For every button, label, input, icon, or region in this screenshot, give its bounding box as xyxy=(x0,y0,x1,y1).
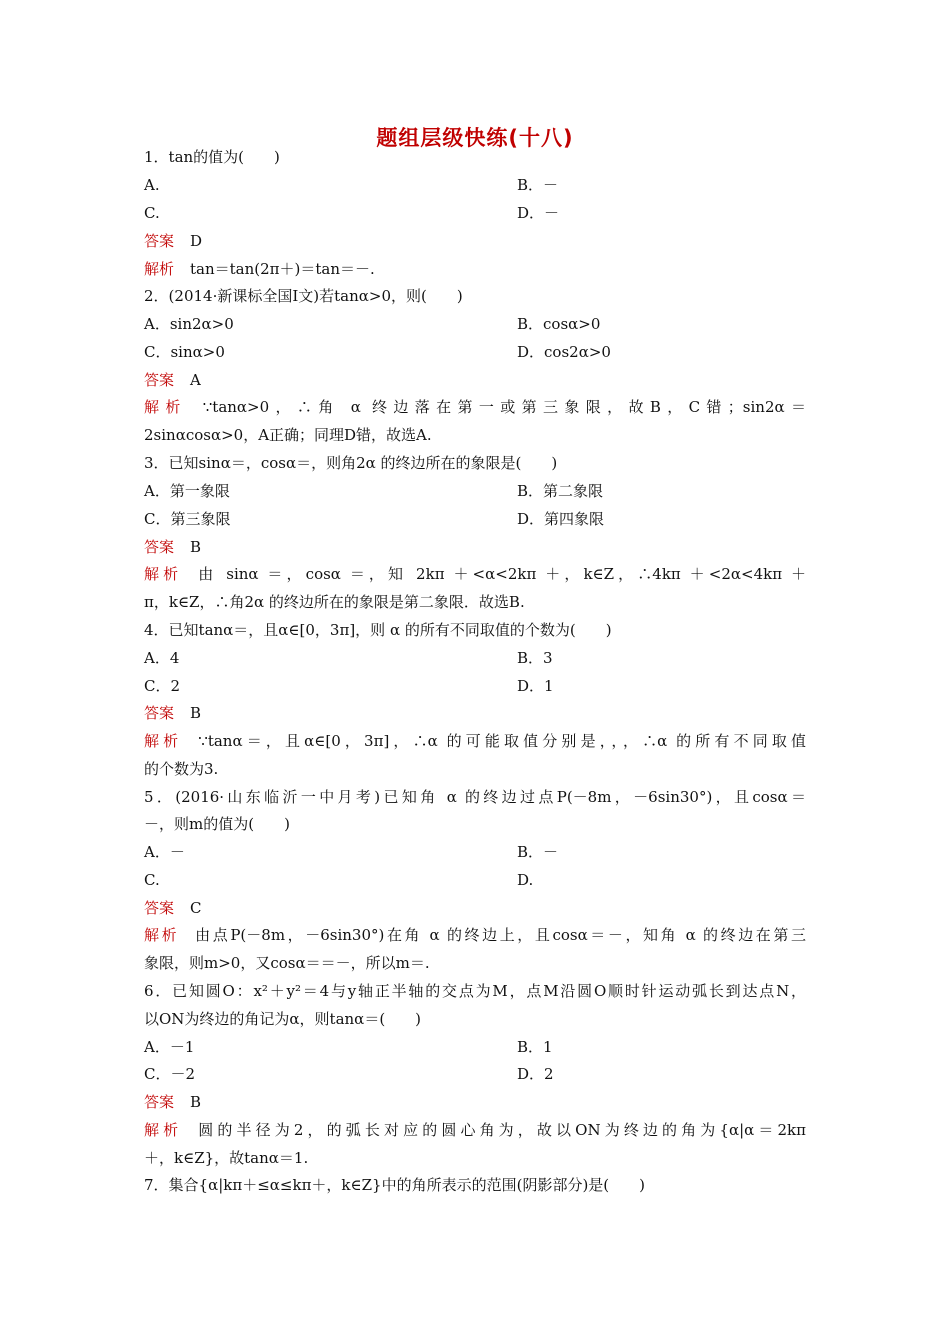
q6-answer-value: B xyxy=(190,1093,202,1111)
q5-option-a: A．－ xyxy=(144,843,185,861)
q4-analysis-text-1: ∵tanα＝，且α∈[0，3π]，∴α 的可能取值分别是，，，∴α 的所有不同取值 xyxy=(198,732,806,750)
q5-stem-line1: 5．(2016·山东临沂一中月考)已知角 α 的终边过点P(－8m，－6sin30°)，且cosα＝ xyxy=(144,788,806,806)
q1-stem: 1．tan的值为( ) xyxy=(144,148,280,166)
q5-option-b: B．－ xyxy=(517,843,559,861)
q4-analysis-line1 xyxy=(144,731,806,751)
q6-option-d: D．2 xyxy=(517,1065,554,1083)
q6-stem-line2: 以ON为终边的角记为α，则tanα＝( ) xyxy=(144,1010,422,1028)
q1-answer-value: D xyxy=(190,232,203,250)
q4-option-a: A．4 xyxy=(144,649,180,667)
q1-analysis-text: tan＝tan(2π＋)＝tan＝－. xyxy=(190,260,375,278)
answer-label: 答案 xyxy=(144,232,175,250)
answer-label: 答案 xyxy=(144,538,175,556)
q1-analysis xyxy=(144,259,375,279)
q3-option-d: D．第四象限 xyxy=(517,510,605,528)
q2-stem: 2．(2014·新课标全国Ⅰ文)若tanα>0，则( ) xyxy=(144,287,463,305)
analysis-label: 解析 xyxy=(144,926,180,944)
analysis-label: 解析 xyxy=(144,1121,183,1139)
answer-label: 答案 xyxy=(144,371,175,389)
q5-option-c: C. xyxy=(144,871,160,889)
q2-answer-value: A xyxy=(190,371,201,389)
q5-answer xyxy=(144,898,202,918)
q3-analysis-line2: π，k∈Z，∴角2α 的终边所在的象限是第二象限．故选B. xyxy=(144,593,525,611)
q2-option-c: C．sinα>0 xyxy=(144,343,225,361)
q5-analysis-line1 xyxy=(144,925,806,945)
q2-answer xyxy=(144,370,201,390)
q4-answer xyxy=(144,703,201,723)
answer-label: 答案 xyxy=(144,1093,175,1111)
page-title: 题组层级快练(十八) xyxy=(376,126,574,150)
q2-analysis-text-1: ∵tanα>0，∴角 α 终边落在第一或第三象限，故B，C错；sin2α＝ xyxy=(202,398,806,416)
analysis-label: 解析 xyxy=(144,565,183,583)
q1-option-a: A. xyxy=(144,176,160,194)
q5-analysis-line2: 象限，则m>0，又cosα＝＝－，所以m＝. xyxy=(144,954,430,972)
q6-option-b: B．1 xyxy=(517,1038,553,1056)
q6-option-a: A．－1 xyxy=(144,1038,195,1056)
q6-analysis-line1 xyxy=(144,1120,806,1140)
q5-option-d: D. xyxy=(517,871,534,889)
q5-analysis-text-1: 由点P(－8m，－6sin30°)在角 α 的终边上，且cosα＝－，知角 α 的终边在第三 xyxy=(195,926,806,944)
q4-option-c: C．2 xyxy=(144,677,181,695)
q3-option-c: C．第三象限 xyxy=(144,510,231,528)
q6-stem-line1: 6．已知圆O：x²＋y²＝4与y轴正半轴的交点为M，点M沿圆O顺时针运动弧长到达点N， xyxy=(144,982,806,1000)
q4-option-d: D．1 xyxy=(517,677,554,695)
q2-option-d: D．cos2α>0 xyxy=(517,343,611,361)
answer-label: 答案 xyxy=(144,899,175,917)
q4-option-b: B．3 xyxy=(517,649,553,667)
q2-option-a: A．sin2α>0 xyxy=(144,315,234,333)
analysis-label: 解析 xyxy=(144,260,175,278)
q3-option-a: A．第一象限 xyxy=(144,482,230,500)
q4-analysis-line2: 的个数为3. xyxy=(144,760,219,778)
q3-stem: 3．已知sinα＝，cosα＝，则角2α 的终边所在的象限是( ) xyxy=(144,454,558,472)
q1-option-c: C. xyxy=(144,204,160,222)
q2-analysis-line2: 2sinαcosα>0，A正确；同理D错，故选A. xyxy=(144,426,432,444)
q2-analysis-line1 xyxy=(144,397,806,417)
answer-label: 答案 xyxy=(144,704,175,722)
q3-option-b: B．第二象限 xyxy=(517,482,604,500)
analysis-label: 解析 xyxy=(144,732,183,750)
q2-option-b: B．cosα>0 xyxy=(517,315,601,333)
q3-analysis-text-1: 由 sinα ＝，cosα ＝，知 2kπ ＋<α<2kπ ＋，k∈Z，∴4kπ ＋<2α<4kπ ＋ xyxy=(198,565,806,583)
q3-answer xyxy=(144,537,201,557)
q6-analysis-line2: ＋，k∈Z}，故tanα＝1. xyxy=(144,1149,309,1167)
q1-option-b: B．－ xyxy=(517,176,559,194)
q4-answer-value: B xyxy=(190,704,202,722)
q5-answer-value: C xyxy=(190,899,202,917)
q6-answer xyxy=(144,1092,201,1112)
q6-option-c: C．－2 xyxy=(144,1065,196,1083)
q1-answer xyxy=(144,231,202,251)
q6-analysis-text-1: 圆的半径为2，的弧长对应的圆心角为，故以ON为终边的角为{α|α＝2kπ xyxy=(198,1121,806,1139)
q1-option-d: D．－ xyxy=(517,204,560,222)
q7-stem: 7．集合{α|kπ＋≤α≤kπ＋，k∈Z}中的角所表示的范围(阴影部分)是( ) xyxy=(144,1176,646,1194)
q3-analysis-line1 xyxy=(144,564,806,584)
q3-answer-value: B xyxy=(190,538,202,556)
q5-stem-line2: －，则m的值为( ) xyxy=(144,815,290,833)
q4-stem: 4．已知tanα＝，且α∈[0，3π]，则 α 的所有不同取值的个数为( ) xyxy=(144,621,612,639)
analysis-label: 解析 xyxy=(144,398,187,416)
